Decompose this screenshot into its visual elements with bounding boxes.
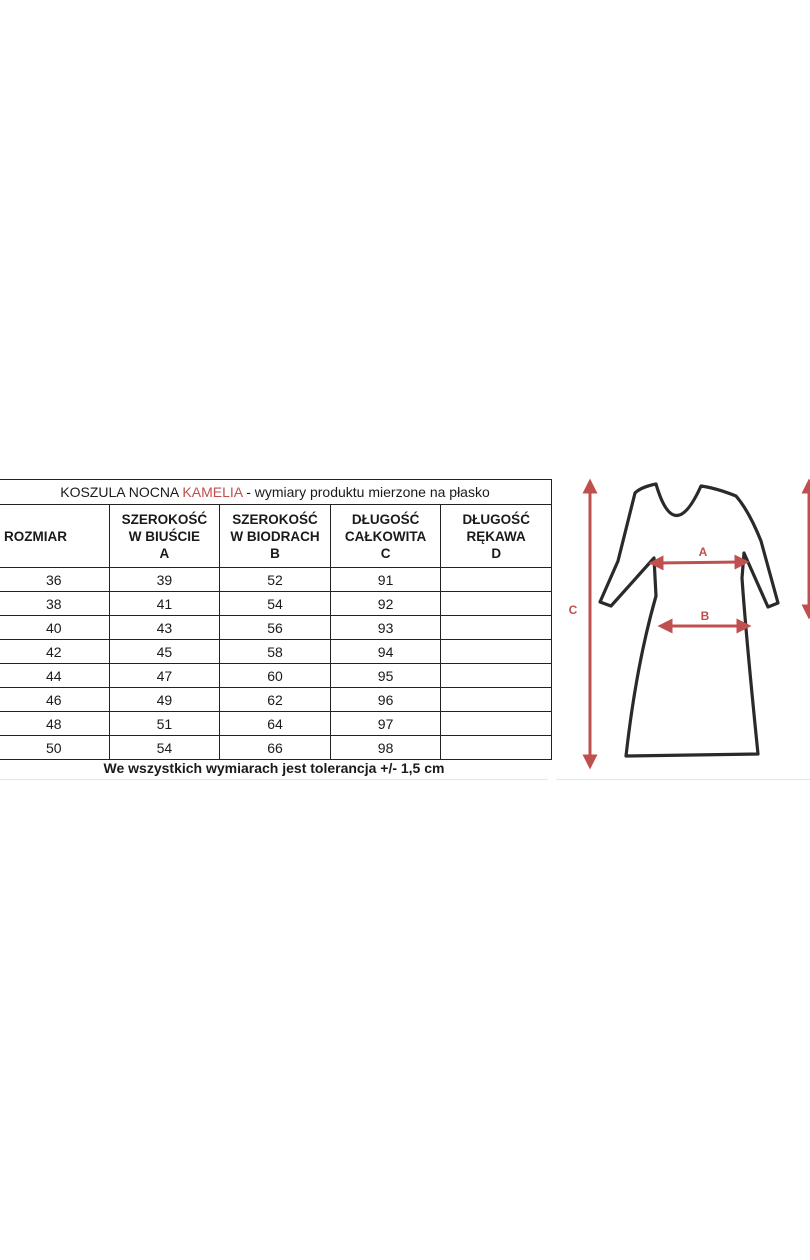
table-row bbox=[0, 712, 552, 736]
header-dlugosc-rekawa bbox=[441, 505, 552, 568]
label-c: C bbox=[568, 603, 578, 617]
cell-szerokosc-biust: 41 bbox=[109, 592, 220, 616]
header-line: SZEROKOŚĆ bbox=[232, 511, 318, 527]
header-line: C bbox=[380, 545, 391, 561]
header-dlugosc-calkowita bbox=[330, 505, 441, 568]
cell-rozmiar: 46 bbox=[0, 688, 109, 712]
cell-szerokosc-biodra: 62 bbox=[220, 688, 331, 712]
table-row bbox=[0, 664, 552, 688]
cell-rozmiar: 48 bbox=[0, 712, 109, 736]
header-line: B bbox=[270, 545, 280, 561]
cell-szerokosc-biust: 45 bbox=[109, 640, 220, 664]
size-table bbox=[0, 479, 552, 760]
header-line: CAŁKOWITA bbox=[344, 528, 427, 544]
cell-dlugosc-rekawa bbox=[441, 592, 552, 616]
divider-line bbox=[0, 779, 548, 780]
label-a: A bbox=[698, 545, 708, 559]
header-line: RĘKAWA bbox=[466, 528, 526, 544]
cell-dlugosc-calkowita: 96 bbox=[330, 688, 441, 712]
cell-dlugosc-rekawa bbox=[441, 736, 552, 760]
nightgown-diagram bbox=[556, 466, 810, 778]
arrow-a bbox=[656, 562, 742, 563]
cell-szerokosc-biodra: 60 bbox=[220, 664, 331, 688]
table-row bbox=[0, 688, 552, 712]
cell-szerokosc-biust: 49 bbox=[109, 688, 220, 712]
table-body bbox=[0, 568, 552, 760]
title-suffix: - wymiary produktu mierzone na płasko bbox=[242, 484, 490, 500]
header-line: W BIUŚCIE bbox=[128, 528, 201, 544]
cell-szerokosc-biust: 51 bbox=[109, 712, 220, 736]
cell-szerokosc-biodra: 56 bbox=[220, 616, 331, 640]
cell-rozmiar: 44 bbox=[0, 664, 109, 688]
divider-line bbox=[556, 779, 810, 780]
cell-dlugosc-calkowita: 95 bbox=[330, 664, 441, 688]
cell-szerokosc-biodra: 52 bbox=[220, 568, 331, 592]
cell-szerokosc-biodra: 66 bbox=[220, 736, 331, 760]
table-row bbox=[0, 640, 552, 664]
cell-dlugosc-rekawa bbox=[441, 688, 552, 712]
cell-szerokosc-biodra: 54 bbox=[220, 592, 331, 616]
table-title bbox=[0, 480, 552, 505]
cell-szerokosc-biust: 43 bbox=[109, 616, 220, 640]
cell-rozmiar: 50 bbox=[0, 736, 109, 760]
cell-dlugosc-calkowita: 91 bbox=[330, 568, 441, 592]
tolerance-note: We wszystkich wymiarach jest tolerancja +/- 1,5 cm bbox=[103, 760, 445, 776]
cell-rozmiar: 36 bbox=[0, 568, 109, 592]
label-b: B bbox=[700, 609, 710, 623]
cell-dlugosc-calkowita: 92 bbox=[330, 592, 441, 616]
cell-szerokosc-biodra: 64 bbox=[220, 712, 331, 736]
cell-rozmiar: 40 bbox=[0, 616, 109, 640]
cell-szerokosc-biust: 47 bbox=[109, 664, 220, 688]
table-row bbox=[0, 736, 552, 760]
cell-szerokosc-biust: 39 bbox=[109, 568, 220, 592]
cell-dlugosc-rekawa bbox=[441, 640, 552, 664]
cell-dlugosc-calkowita: 97 bbox=[330, 712, 441, 736]
title-brand: KAMELIA bbox=[182, 484, 243, 500]
cell-dlugosc-calkowita: 93 bbox=[330, 616, 441, 640]
cell-szerokosc-biust: 54 bbox=[109, 736, 220, 760]
cell-dlugosc-calkowita: 94 bbox=[330, 640, 441, 664]
header-line: SZEROKOŚĆ bbox=[121, 511, 208, 527]
table-row bbox=[0, 616, 552, 640]
nightgown-outline bbox=[600, 484, 778, 756]
header-line: DŁUGOŚĆ bbox=[351, 511, 420, 527]
cell-dlugosc-rekawa bbox=[441, 616, 552, 640]
header-rozmiar bbox=[0, 505, 109, 568]
header-line: A bbox=[159, 545, 170, 561]
cell-dlugosc-calkowita: 98 bbox=[330, 736, 441, 760]
cell-dlugosc-rekawa bbox=[441, 568, 552, 592]
header-line: D bbox=[491, 545, 502, 561]
table-row bbox=[0, 568, 552, 592]
cell-rozmiar: 42 bbox=[0, 640, 109, 664]
cell-rozmiar: 38 bbox=[0, 592, 109, 616]
cell-szerokosc-biodra: 58 bbox=[220, 640, 331, 664]
cell-dlugosc-rekawa bbox=[441, 712, 552, 736]
header-szerokosc-biust bbox=[109, 505, 220, 568]
header-line: W BIODRACH bbox=[230, 528, 320, 544]
header-line: DŁUGOŚĆ bbox=[462, 511, 530, 527]
cell-dlugosc-rekawa bbox=[441, 664, 552, 688]
table-row bbox=[0, 592, 552, 616]
title-prefix: KOSZULA NOCNA bbox=[60, 484, 183, 500]
header-row bbox=[0, 505, 552, 568]
header-line: ROZMIAR bbox=[4, 528, 67, 544]
header-szerokosc-biodra bbox=[220, 505, 331, 568]
